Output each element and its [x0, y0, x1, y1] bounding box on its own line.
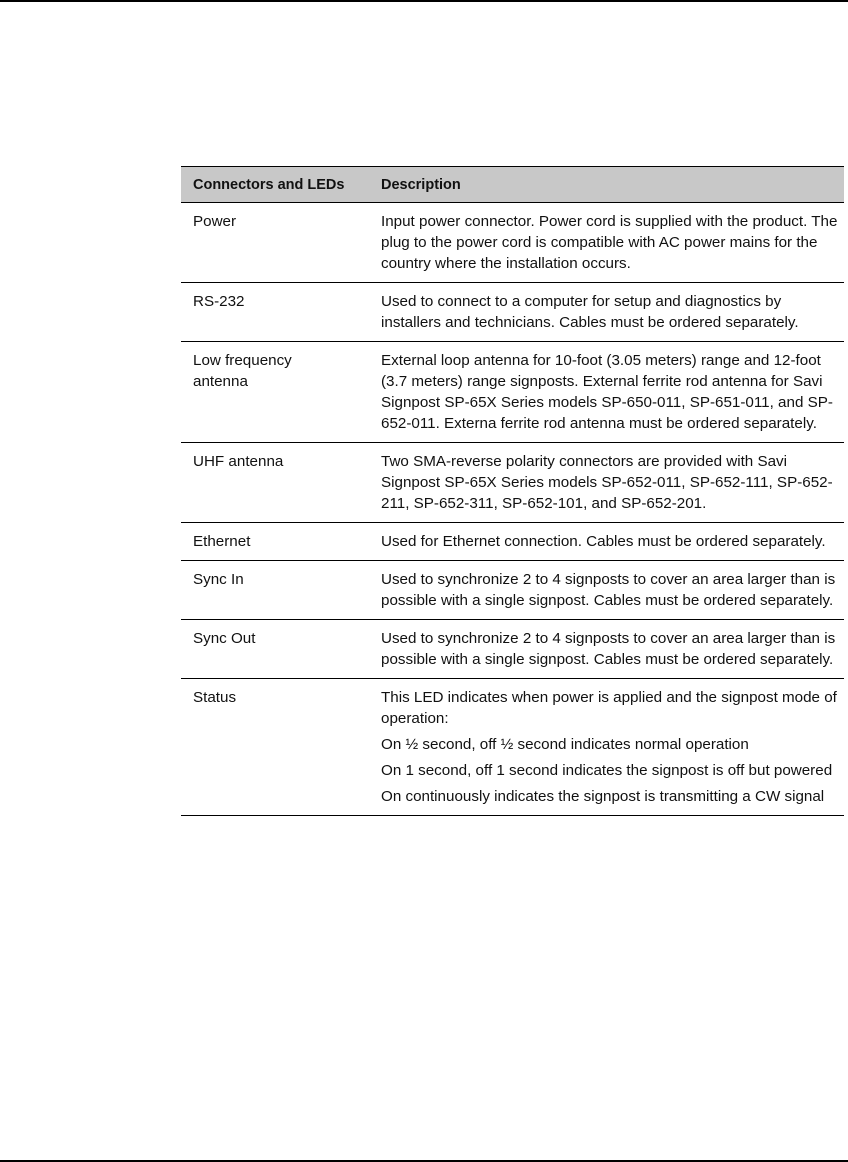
- description-paragraph: Used to connect to a computer for setup and diagnostics by installers and technicians. Cables must be ordered separately.: [381, 293, 799, 331]
- description-paragraph: On 1 second, off 1 second indicates the signpost is off but powered: [381, 762, 833, 779]
- table-row: [181, 342, 844, 443]
- connector-name: Ethernet: [193, 533, 251, 550]
- description-paragraph: This LED indicates when power is applied and the signpost mode of operation:: [381, 689, 837, 727]
- description-paragraph: Used to synchronize 2 to 4 signposts to cover an area larger than is possible with a single signpost. Cables must be ordered separately.: [381, 571, 836, 609]
- table-row: [181, 443, 844, 523]
- description-paragraph: Input power connector. Power cord is supplied with the product. The plug to the power cord is compatible with AC power mains for the country where the installation occurs.: [381, 213, 838, 272]
- table-row: [181, 561, 844, 620]
- connector-description: [381, 569, 844, 611]
- table-row: [181, 283, 844, 342]
- connector-description: [381, 531, 844, 552]
- header-connectors: Connectors and LEDs: [193, 176, 345, 193]
- connector-name: UHF antenna: [193, 453, 284, 470]
- connector-description: [381, 211, 844, 274]
- connector-name: Power: [193, 213, 237, 230]
- connector-name: Low frequency antenna: [193, 352, 292, 390]
- description-paragraph: Two SMA-reverse polarity connectors are provided with Savi Signpost SP-65X Series models SP-652-011, SP-652-111, SP-652-211, SP-652-311, SP-652-101, and SP-652-201.: [381, 453, 833, 512]
- table-body: [181, 203, 844, 816]
- table-header-row: [181, 166, 844, 203]
- connector-description: [381, 451, 844, 514]
- connector-name: Sync In: [193, 571, 244, 588]
- page-top-rule: [0, 0, 848, 2]
- connector-name: RS-232: [193, 293, 245, 310]
- connector-description: [381, 350, 844, 434]
- description-paragraph: On continuously indicates the signpost is transmitting a CW signal: [381, 788, 825, 805]
- connector-name: Sync Out: [193, 630, 256, 647]
- connector-description: [381, 687, 844, 807]
- connector-description: [381, 291, 844, 333]
- description-paragraph: On ½ second, off ½ second indicates normal operation: [381, 736, 749, 753]
- table-row: [181, 203, 844, 283]
- connector-description: [381, 628, 844, 670]
- description-paragraph: Used to synchronize 2 to 4 signposts to cover an area larger than is possible with a single signpost. Cables must be ordered separately.: [381, 630, 836, 668]
- table-row: [181, 679, 844, 816]
- connector-name: Status: [193, 689, 237, 706]
- connectors-table: [181, 166, 844, 816]
- header-description: Description: [381, 176, 461, 193]
- description-paragraph: External loop antenna for 10-foot (3.05 meters) range and 12-foot (3.7 meters) range signposts. External ferrite rod antenna for Savi Signpost SP-65X Series models SP-650-011, SP-651-011, and SP-652-011. Externa ferrite rod antenna must be ordered separately.: [381, 352, 833, 432]
- table-row: [181, 523, 844, 561]
- table-row: [181, 620, 844, 679]
- description-paragraph: Used for Ethernet connection. Cables must be ordered separately.: [381, 533, 826, 550]
